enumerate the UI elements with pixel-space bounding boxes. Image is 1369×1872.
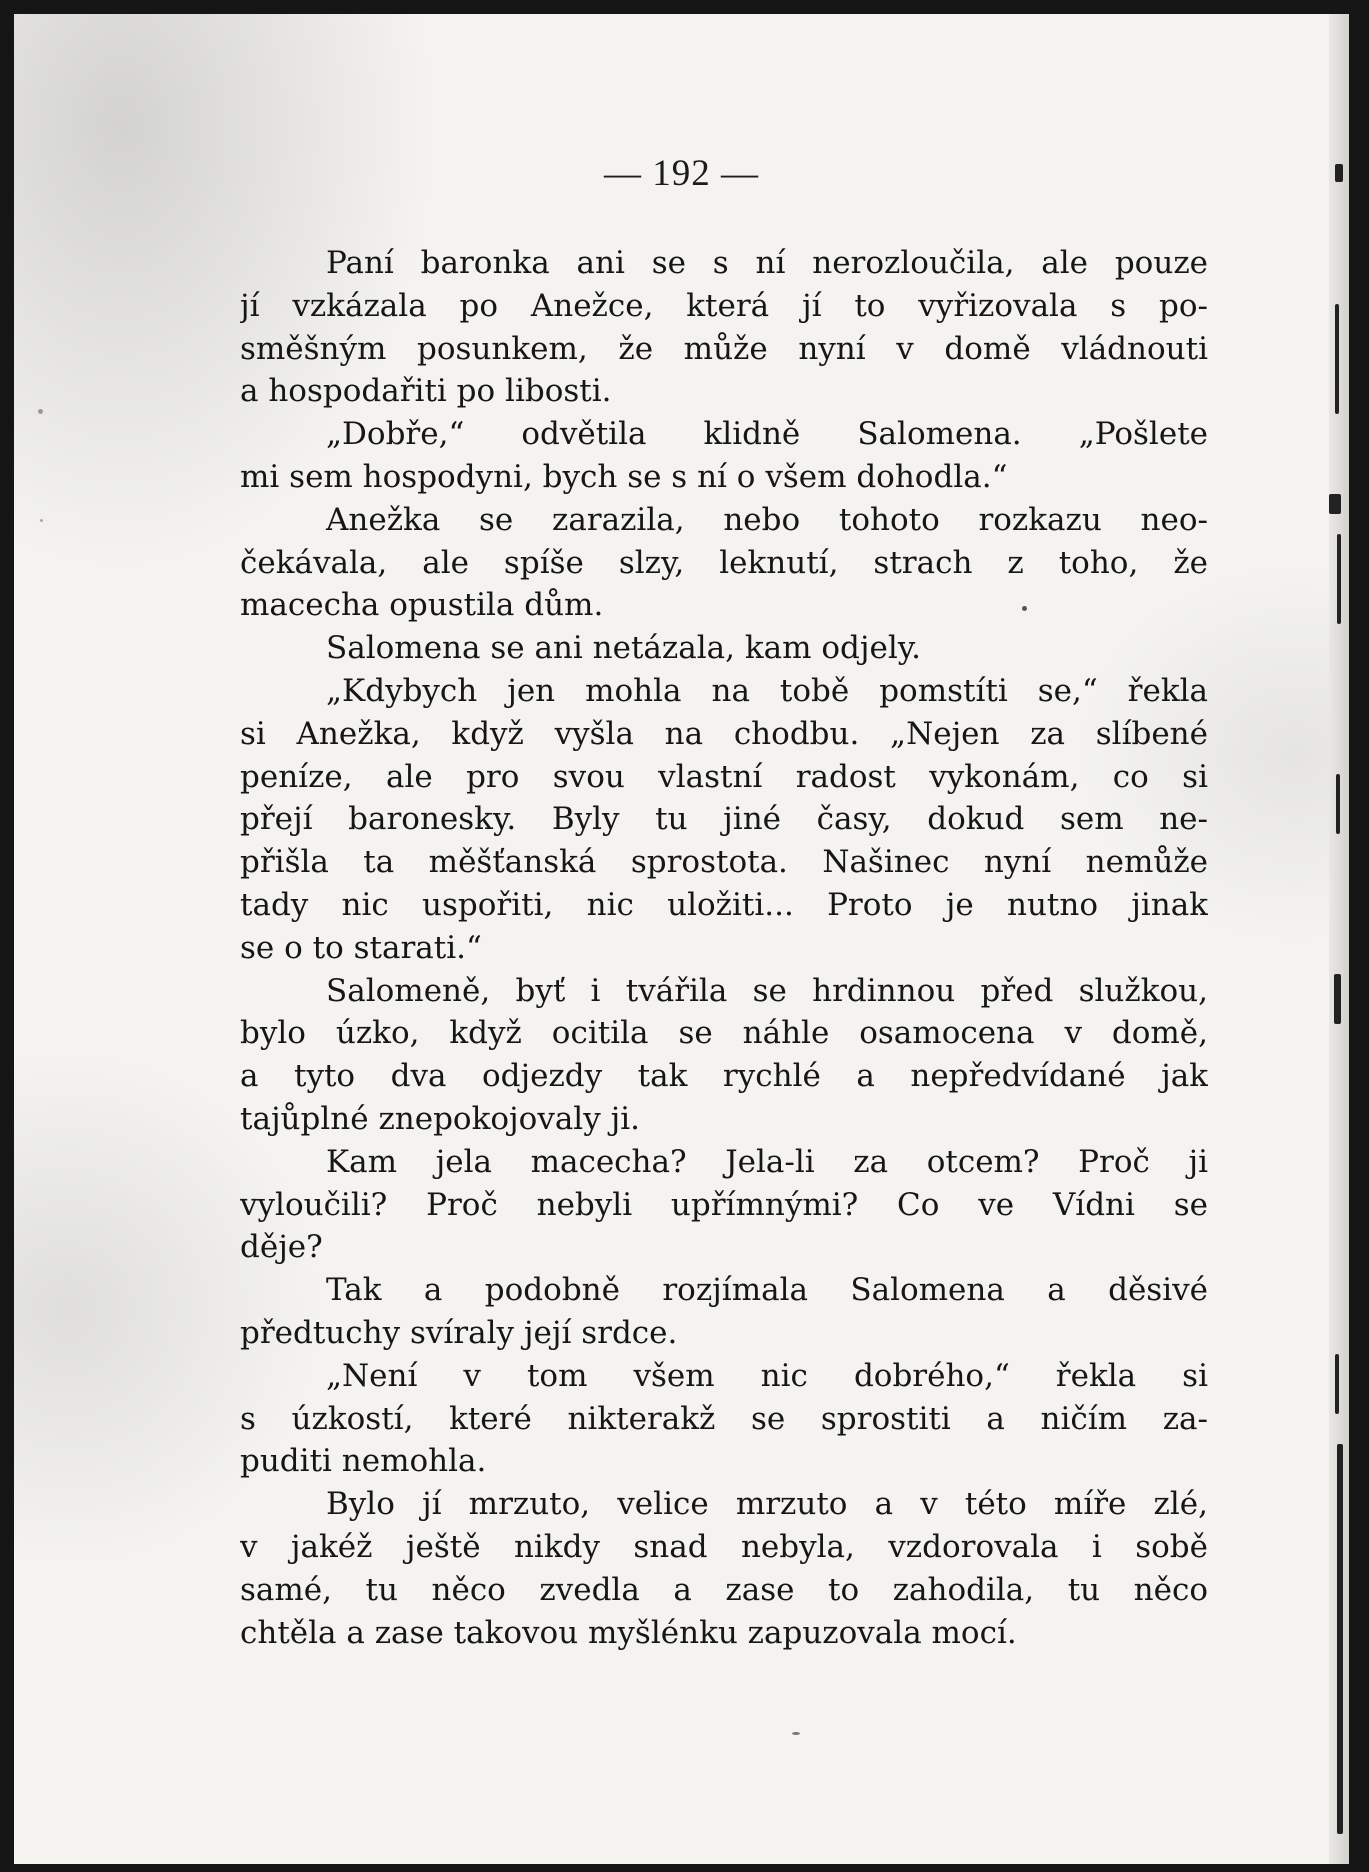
edge-mark — [1337, 1444, 1343, 1834]
edge-mark — [1336, 774, 1340, 834]
ink-speck — [38, 409, 43, 414]
text-line: směšným posunkem, že může nyní v domě vládnouti — [240, 330, 1208, 367]
text-line: přišla ta měšťanská sprostota. Našinec nyní nemůže — [240, 844, 1208, 881]
text-line: s úzkostí, které nikterakž se sprostiti a ničím za- — [240, 1400, 1208, 1437]
text-line: samé, tu něco zvedla a zase to zahodila, tu něco — [240, 1571, 1208, 1608]
text-line: Bylo jí mrzuto, velice mrzuto a v této míře zlé, — [326, 1486, 1208, 1523]
text-line: Paní baronka ani se s ní nerozloučila, ale pouze — [326, 245, 1208, 281]
text-line: macecha opustila dům. — [240, 587, 604, 624]
text-line: Kam jela macecha? Jela-li za otcem? Proč ji — [326, 1143, 1208, 1180]
ink-speck — [792, 1732, 800, 1735]
body-text — [240, 242, 1208, 1654]
text-line: v jakéž ještě nikdy snad nebyla, vzdorovala i sobě — [240, 1528, 1208, 1565]
text-line: si Anežka, když vyšla na chodbu. „Nejen za slíbené — [240, 715, 1208, 752]
edge-mark — [1335, 304, 1339, 414]
text-line: „Dobře,“ odvětila klidně Salomena. „Pošlete — [326, 416, 1208, 453]
page-number: — 192 — — [604, 153, 759, 194]
text-line: Salomena se ani netázala, kam odjely. — [326, 630, 921, 667]
text-line: tady nic uspořiti, nic uložiti... Proto je nutno jinak — [240, 886, 1208, 923]
text-line: jí vzkázala po Anežce, která jí to vyřizovala s po- — [240, 287, 1208, 324]
text-line: se o to starati.“ — [240, 929, 482, 966]
text-line: puditi nemohla. — [240, 1443, 487, 1480]
text-line: „Kdybych jen mohla na tobě pomstíti se,“ řekla — [326, 672, 1208, 709]
text-line: Anežka se zarazila, nebo tohoto rozkazu neo- — [326, 501, 1208, 538]
text-line: a tyto dva odjezdy tak rychlé a nepředvídané jak — [240, 1058, 1208, 1095]
text-line: chtěla a zase takovou myšlénku zapuzovala mocí. — [240, 1614, 1017, 1651]
book-page — [14, 14, 1349, 1864]
edge-mark — [1334, 974, 1341, 1024]
edge-mark — [1337, 534, 1341, 624]
text-line: předtuchy svíraly její srdce. — [240, 1314, 678, 1351]
text-line: Tak a podobně rozjímala Salomena a děsivé — [326, 1272, 1208, 1309]
text-line: „Není v tom všem nic dobrého,“ řekla si — [326, 1357, 1208, 1394]
edge-mark — [1329, 494, 1341, 514]
text-line: čekávala, ale spíše slzy, leknutí, strach z toho, že — [240, 544, 1208, 581]
text-line: děje? — [240, 1229, 323, 1266]
text-line: tajůplné znepokojovaly ji. — [240, 1100, 640, 1137]
text-line: Salomeně, byť i tvářila se hrdinnou před služkou, — [326, 972, 1208, 1009]
text-line: přejí baronesky. Byly tu jiné časy, dokud sem ne- — [240, 801, 1208, 838]
text-line: peníze, ale pro svou vlastní radost vykonám, co si — [240, 758, 1208, 795]
text-line: vyloučili? Proč nebyli upřímnými? Co ve Vídni se — [240, 1186, 1208, 1223]
ink-speck — [40, 519, 43, 522]
text-line: bylo úzko, když ocitila se náhle osamocena v domě, — [240, 1015, 1208, 1052]
text-line: a hospodařiti po libosti. — [240, 373, 612, 410]
text-line: mi sem hospodyni, bych se s ní o všem dohodla.“ — [240, 458, 1008, 495]
edge-mark — [1335, 1354, 1339, 1414]
